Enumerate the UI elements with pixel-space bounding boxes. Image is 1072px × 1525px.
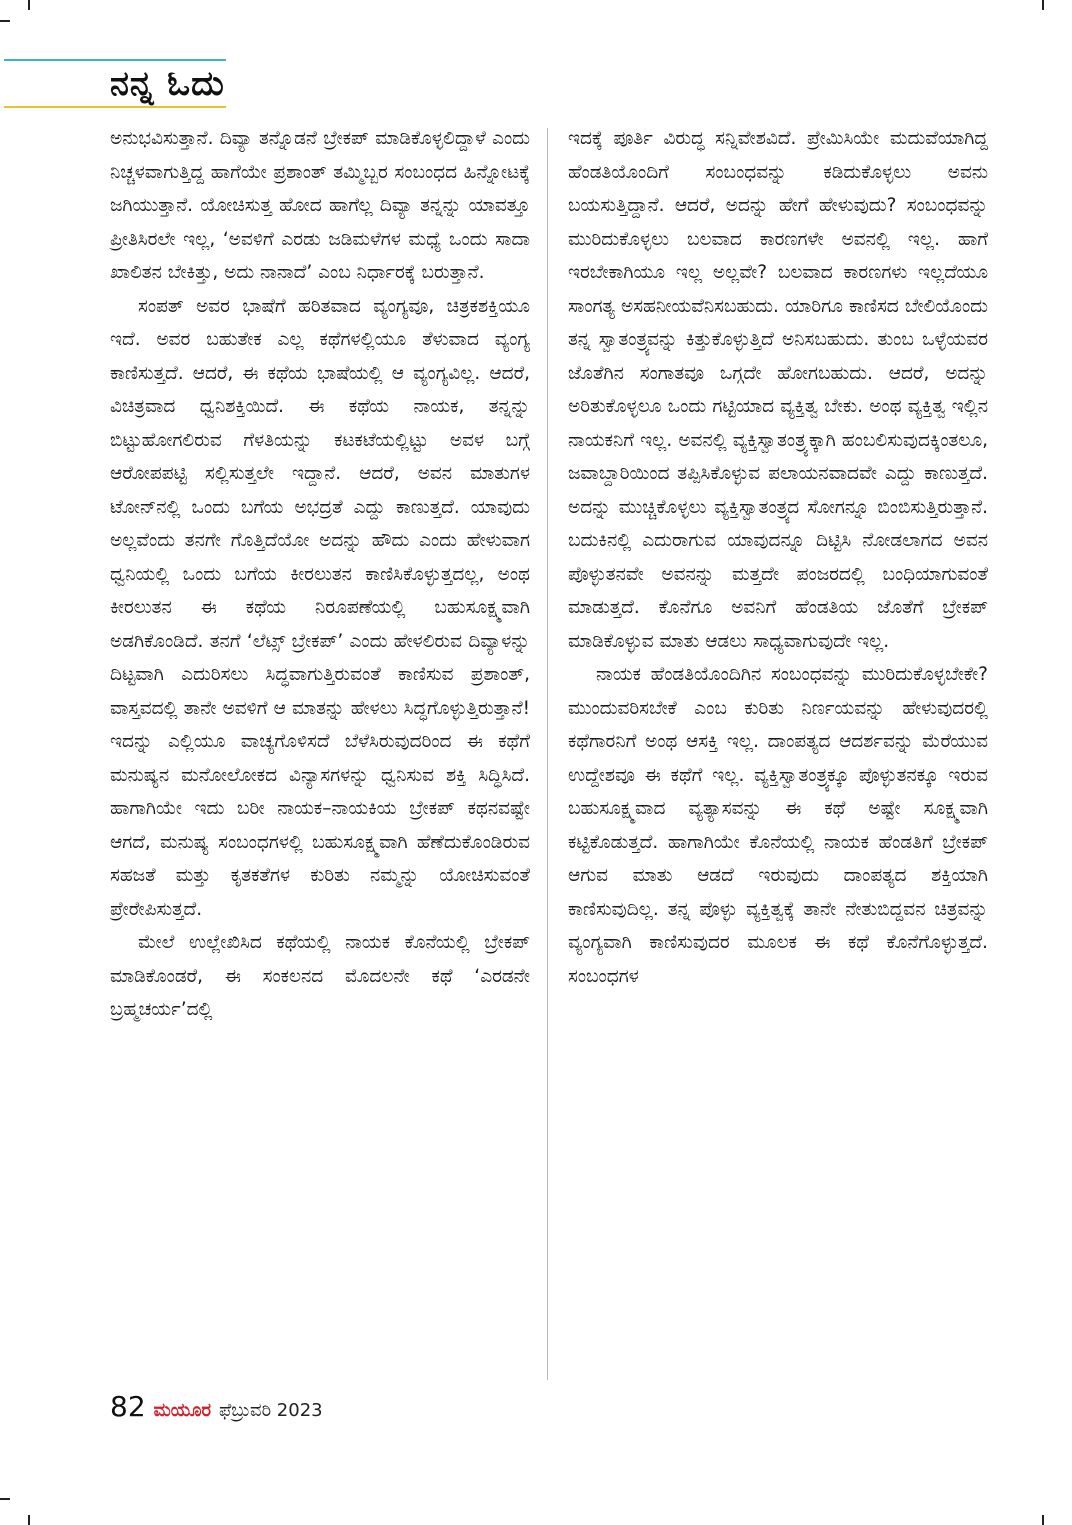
- column-divider: [547, 128, 548, 1380]
- article-column-right: [568, 122, 988, 993]
- crop-mark: [1042, 1515, 1044, 1525]
- article-paragraph: ನಾಯಕ ಹೆಂಡತಿಯೊಂದಿಗಿನ ಸಂಬಂಧವನ್ನು ಮುರಿದುಕೊಳ್ಳಬೇಕೇ? ಮುಂದುವರಿಸಬೇಕೆ ಎಂಬ ಕುರಿತು ನಿರ್ಣಯವನ್ನು ಹೇಳುವುದರಲ್ಲಿ ಕಥೆಗಾರನಿಗೆ ಅಂಥ ಆಸಕ್ತಿ ಇಲ್ಲ. ದಾಂಪತ್ಯದ ಆದರ್ಶವನ್ನು ಮೆರೆಯುವ ಉದ್ದೇಶವೂ ಈ ಕಥೆಗೆ ಇಲ್ಲ. ವ್ಯಕ್ತಿಸ್ವಾತಂತ್ರ್ಯಕ್ಕೂ ಪೊಳ್ಳುತನಕ್ಕೂ ಇರುವ ಬಹುಸೂಕ್ಷ್ಮವಾದ ವ್ಯತ್ಯಾಸವನ್ನು ಈ ಕಥೆ ಅಷ್ಟೇ ಸೂಕ್ಷ್ಮವಾಗಿ ಕಟ್ಟಿಕೊಡುತ್ತದೆ. ಹಾಗಾಗಿಯೇ ಕೊನೆಯಲ್ಲಿ ನಾಯಕ ಹೆಂಡತಿಗೆ ಬ್ರೇಕಪ್ ಆಗುವ ಮಾತು ಆಡದೆ ಇರುವುದು ದಾಂಪತ್ಯದ ಶಕ್ತಿಯಾಗಿ ಕಾಣಿಸುವುದಿಲ್ಲ. ತನ್ನ ಪೊಳ್ಳು ವ್ಯಕ್ತಿತ್ವಕ್ಕೆ ತಾನೇ ನೇತುಬಿದ್ದವನ ಚಿತ್ರವನ್ನು ವ್ಯಂಗ್ಯವಾಗಿ ಕಾಣಿಸುವುದರ ಮೂಲಕ ಈ ಕಥೆ ಕೊನೆಗೊಳ್ಳುತ್ತದೆ. ಸಂಬಂಧಗಳ: [568, 664, 988, 987]
- page-number: 82: [110, 1390, 146, 1423]
- header-rule-bottom: [4, 106, 226, 108]
- article-paragraph: ಅನುಭವಿಸುತ್ತಾನೆ. ದಿವ್ಯಾ ತನ್ನೊಡನೆ ಬ್ರೇಕಪ್ ಮಾಡಿಕೊಳ್ಳಲಿದ್ದಾಳೆ ಎಂದು ನಿಚ್ಚಳವಾಗುತ್ತಿದ್ದ ಹಾಗೆಯೇ ಪ್ರಶಾಂತ್ ತಮ್ಮಿಬ್ಬರ ಸಂಬಂಧದ ಹಿನ್ನೋಟಕ್ಕೆ ಜಗಿಯುತ್ತಾನೆ. ಯೋಚಿಸುತ್ತ ಹೋದ ಹಾಗೆಲ್ಲ ದಿವ್ಯಾ ತನ್ನನ್ನು ಯಾವತ್ತೂ ಪ್ರೀತಿಸಿರಲೇ ಇಲ್ಲ, ‘ಅವಳಿಗೆ ಎರಡು ಜಡಿಮಳೆಗಳ ಮಧ್ಯೆ ಒಂದು ಸಾದಾ ಖಾಲಿತನ ಬೇಕಿತ್ತು, ಅದು ನಾನಾದೆ’ ಎಂಬ ನಿರ್ಧಾರಕ್ಕೆ ಬರುತ್ತಾನೆ.: [110, 128, 530, 283]
- issue-date: ಫೆಬ್ರುವರಿ 2023: [219, 1400, 323, 1421]
- crop-mark: [0, 1498, 10, 1500]
- crop-mark: [28, 0, 30, 10]
- section-title: ನನ್ನ ಓದು: [110, 64, 225, 104]
- page-footer: [110, 1390, 323, 1430]
- article-paragraph: ಸಂಪತ್ ಅವರ ಭಾಷೆಗೆ ಹರಿತವಾದ ವ್ಯಂಗ್ಯವೂ, ಚಿತ್ರಕಶಕ್ತಿಯೂ ಇದೆ. ಅವರ ಬಹುತೇಕ ಎಲ್ಲ ಕಥೆಗಳಲ್ಲಿಯೂ ತೆಳುವಾದ ವ್ಯಂಗ್ಯ ಕಾಣಿಸುತ್ತದೆ. ಆದರೆ, ಈ ಕಥೆಯ ಭಾಷೆಯಲ್ಲಿ ಆ ವ್ಯಂಗ್ಯವಿಲ್ಲ. ಆದರೆ, ವಿಚಿತ್ರವಾದ ಧ್ವನಿಶಕ್ತಿಯಿದೆ. ಈ ಕಥೆಯ ನಾಯಕ, ತನ್ನನ್ನು ಬಿಟ್ಟುಹೋಗಲಿರುವ ಗೆಳತಿಯನ್ನು ಕಟಕಟೆಯಲ್ಲಿಟ್ಟು ಅವಳ ಬಗ್ಗೆ ಆರೋಪಪಟ್ಟಿ ಸಲ್ಲಿಸುತ್ತಲೇ ಇದ್ದಾನೆ. ಆದರೆ, ಅವನ ಮಾತುಗಳ ಟೋನ್‌ನಲ್ಲಿ ಒಂದು ಬಗೆಯ ಅಭದ್ರತೆ ಎದ್ದು ಕಾಣುತ್ತದೆ. ಯಾವುದು ಅಲ್ಲವೆಂದು ತನಗೇ ಗೊತ್ತಿದೆಯೋ ಅದನ್ನು ಹೌದು ಎಂದು ಹೇಳುವಾಗ ಧ್ವನಿಯಲ್ಲಿ ಒಂದು ಬಗೆಯ ಕೀರಲುತನ ಕಾಣಿಸಿಕೊಳ್ಳುತ್ತದಲ್ಲ, ಅಂಥ ಕೀರಲುತನ ಈ ಕಥೆಯ ನಿರೂಪಣೆಯಲ್ಲಿ ಬಹುಸೂಕ್ಷ್ಮವಾಗಿ ಅಡಗಿಕೊಂಡಿದೆ. ತನಗೆ ‘ಲೆಟ್ಸ್ ಬ್ರೇಕಪ್’ ಎಂದು ಹೇಳಲಿರುವ ದಿವ್ಯಾಳನ್ನು ದಿಟ್ಟವಾಗಿ ಎದುರಿಸಲು ಸಿದ್ಧವಾಗುತ್ತಿರುವಂತೆ ಕಾಣಿಸುವ ಪ್ರಶಾಂತ್, ವಾಸ್ತವದಲ್ಲಿ ತಾನೇ ಅವಳಿಗೆ ಆ ಮಾತನ್ನು ಹೇಳಲು ಸಿದ್ಧಗೊಳ್ಳುತ್ತಿರುತ್ತಾನೆ! ಇದನ್ನು ಎಲ್ಲಿಯೂ ವಾಚ್ಯಗೊಳಿಸದೆ ಬೆಳೆಸಿರುವುದರಿಂದ ಈ ಕಥೆಗೆ ಮನುಷ್ಯನ ಮನೋಲೋಕದ ವಿನ್ಯಾಸಗಳನ್ನು ಧ್ವನಿಸುವ ಶಕ್ತಿ ಸಿದ್ಧಿಸಿದೆ. ಹಾಗಾಗಿಯೇ ಇದು ಬರೀ ನಾಯಕ–ನಾಯಕಿಯ ಬ್ರೇಕಪ್ ಕಥನವಷ್ಟೇ ಆಗದೆ, ಮನುಷ್ಯ ಸಂಬಂಧಗಳಲ್ಲಿ ಬಹುಸೂಕ್ಷ್ಮವಾಗಿ ಹೆಣೆದುಕೊಂಡಿರುವ ಸಹಜತೆ ಮತ್ತು ಕೃತಕತೆಗಳ ಕುರಿತು ನಮ್ಮನ್ನು ಯೋಚಿಸುವಂತೆ ಪ್ರೇರೇಪಿಸುತ್ತದೆ.: [110, 295, 530, 920]
- crop-mark: [1042, 0, 1044, 10]
- crop-mark: [28, 1515, 30, 1525]
- article-paragraph: ಇದಕ್ಕೆ ಪೂರ್ತಿ ವಿರುದ್ಧ ಸನ್ನಿವೇಶವಿದೆ. ಪ್ರೇಮಿಸಿಯೇ ಮದುವೆಯಾಗಿದ್ದ ಹೆಂಡತಿಯೊಂದಿಗೆ ಸಂಬಂಧವನ್ನು ಕಡಿದುಕೊಳ್ಳಲು ಅವನು ಬಯಸುತ್ತಿದ್ದಾನೆ. ಆದರೆ, ಅದನ್ನು ಹೇಗೆ ಹೇಳುವುದು? ಸಂಬಂಧವನ್ನು ಮುರಿದುಕೊಳ್ಳಲು ಬಲವಾದ ಕಾರಣಗಳೇ ಅವನಲ್ಲಿ ಇಲ್ಲ. ಹಾಗೆ ಇರಬೇಕಾಗಿಯೂ ಇಲ್ಲ ಅಲ್ಲವೇ? ಬಲವಾದ ಕಾರಣಗಳು ಇಲ್ಲದೆಯೂ ಸಾಂಗತ್ಯ ಅಸಹನೀಯವೆನಿಸಬಹುದು. ಯಾರಿಗೂ ಕಾಣಿಸದ ಬೇಲಿಯೊಂದು ತನ್ನ ಸ್ವಾತಂತ್ರ್ಯವನ್ನು ಕಿತ್ತುಕೊಳ್ಳುತ್ತಿದೆ ಅನಿಸಬಹುದು. ತುಂಬ ಒಳ್ಳೆಯವರ ಜೊತೆಗಿನ ಸಂಗಾತವೂ ಒಗ್ಗದೇ ಹೋಗಬಹುದು. ಆದರೆ, ಅದನ್ನು ಅರಿತುಕೊಳ್ಳಲೂ ಒಂದು ಗಟ್ಟಿಯಾದ ವ್ಯಕ್ತಿತ್ವ ಬೇಕು. ಅಂಥ ವ್ಯಕ್ತಿತ್ವ ಇಲ್ಲಿನ ನಾಯಕನಿಗೆ ಇಲ್ಲ. ಅವನಲ್ಲಿ ವ್ಯಕ್ತಿಸ್ವಾತಂತ್ರ್ಯಕ್ಕಾಗಿ ಹಂಬಲಿಸುವುದಕ್ಕಿಂತಲೂ, ಜವಾಬ್ದಾರಿಯಿಂದ ತಪ್ಪಿಸಿಕೊಳ್ಳುವ ಪಲಾಯನವಾದವೇ ಎದ್ದು ಕಾಣುತ್ತದೆ. ಅದನ್ನು ಮುಚ್ಚಿಕೊಳ್ಳಲು ವ್ಯಕ್ತಿಸ್ವಾತಂತ್ರ್ಯದ ಸೋಗನ್ನೂ ಬಿಂಬಿಸುತ್ತಿರುತ್ತಾನೆ. ಬದುಕಿನಲ್ಲಿ ಎದುರಾಗುವ ಯಾವುದನ್ನೂ ದಿಟ್ಟಿಸಿ ನೋಡಲಾಗದ ಅವನ ಪೊಳ್ಳುತನವೇ ಅವನನ್ನು ಮತ್ತದೇ ಪಂಜರದಲ್ಲಿ ಬಂಧಿಯಾಗುವಂತೆ ಮಾಡುತ್ತದೆ. ಕೊನೆಗೂ ಅವನಿಗೆ ಹೆಂಡತಿಯ ಜೊತೆಗೆ ಬ್ರೇಕಪ್ ಮಾಡಿಕೊಳ್ಳುವ ಮಾತು ಆಡಲು ಸಾಧ್ಯವಾಗುವುದೇ ಇಲ್ಲ.: [568, 128, 988, 652]
- article-paragraph: ಮೇಲೆ ಉಲ್ಲೇಖಿಸಿದ ಕಥೆಯಲ್ಲಿ ನಾಯಕ ಕೊನೆಯಲ್ಲಿ ಬ್ರೇಕಪ್ ಮಾಡಿಕೊಂಡರೆ, ಈ ಸಂಕಲನದ ಮೊದಲನೇ ಕಥೆ ‘ಎರಡನೇ ಬ್ರಹ್ಮಚರ್ಯ’ದಲ್ಲಿ: [110, 932, 530, 1020]
- crop-mark: [0, 20, 10, 22]
- article-column-left: [110, 122, 530, 1027]
- magazine-logo: ಮಯೂರ: [153, 1400, 212, 1421]
- header-rule-top: [4, 59, 226, 61]
